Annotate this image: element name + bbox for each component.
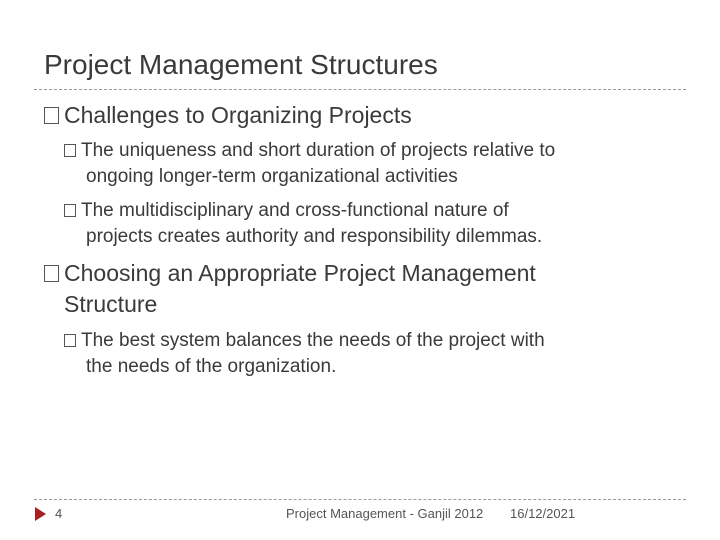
section-heading: Choosing an Appropriate Project Management [64,260,536,286]
page-number: 4 [55,506,63,521]
point-best-system [64,328,679,380]
point-multidisciplinary [64,198,679,250]
section-challenges [44,100,664,131]
footer-divider [34,499,686,500]
square-bullet-icon [64,144,76,157]
square-bullet-icon [44,265,59,282]
point-line: The multidisciplinary and cross-functional nature of [81,200,509,221]
point-line: The uniqueness and short duration of projects relative to [81,140,556,161]
point-line: ongoing longer-term organizational activities [86,166,458,187]
section-heading: Challenges to Organizing Projects [64,102,412,128]
section-heading-line2: Structure [64,291,158,317]
square-bullet-icon [64,204,76,217]
square-bullet-icon [44,107,59,124]
footer-date: 16/12/2021 [510,506,576,521]
slide-title: Project Management Structures [44,49,438,80]
title-divider [34,89,686,90]
arrow-right-icon [35,507,46,521]
point-line: The best system balances the needs of the project with [81,330,545,351]
square-bullet-icon [64,334,76,347]
footer-text: Project Management - Ganjil 2012 [286,506,484,521]
point-line: projects creates authority and responsibility dilemmas. [86,226,543,247]
section-choosing [44,258,664,320]
point-line: the needs of the organization. [86,356,337,377]
point-uniqueness [64,138,679,190]
